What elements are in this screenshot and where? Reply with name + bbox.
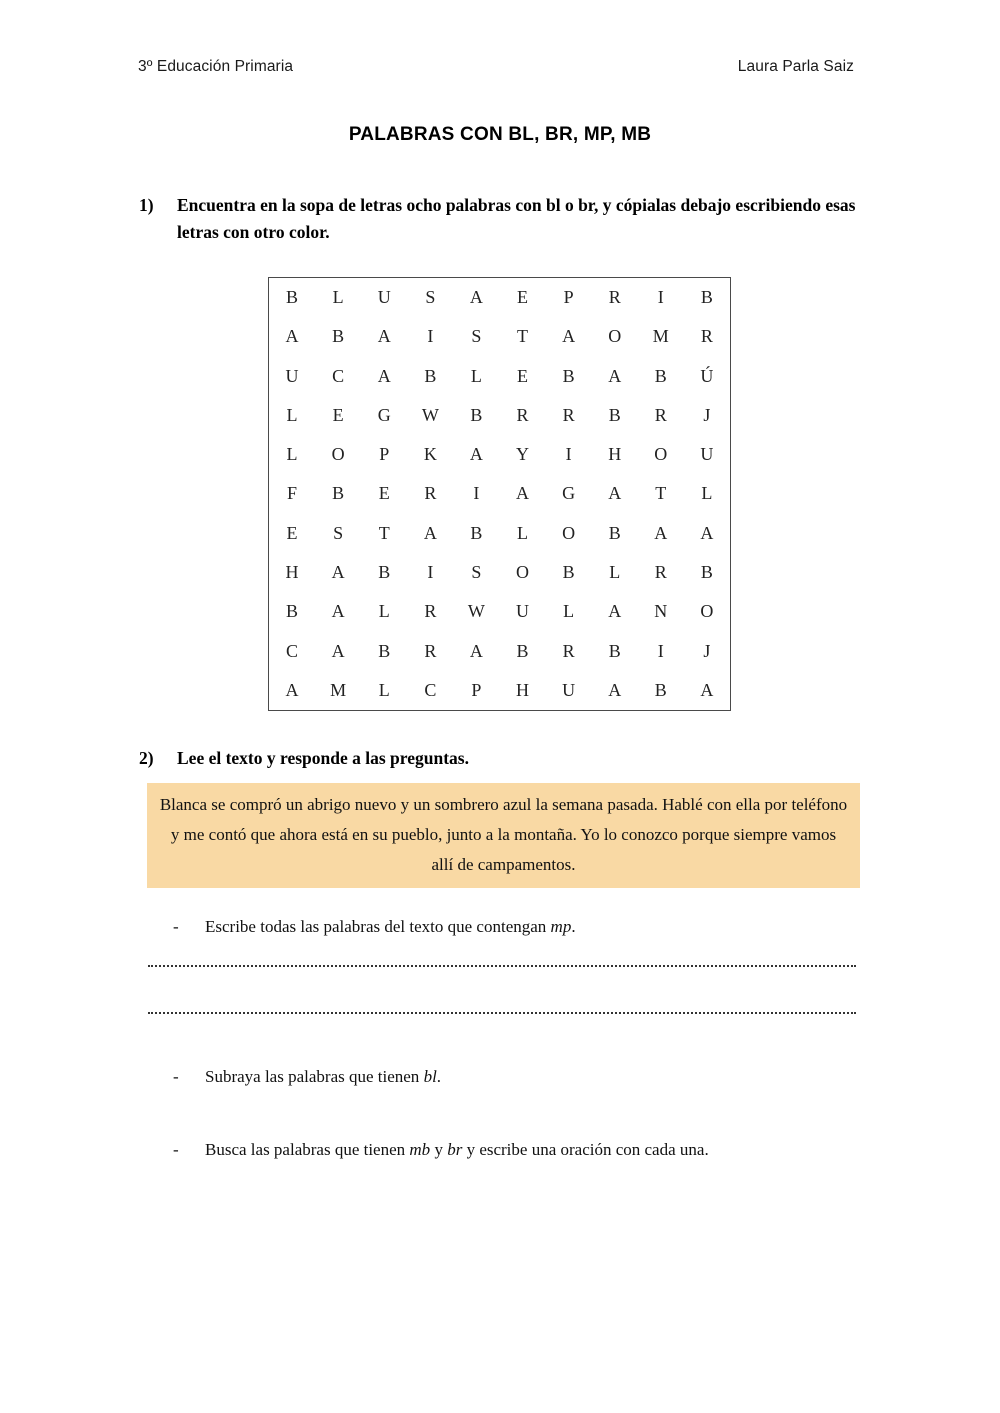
grid-cell[interactable]: N [654, 601, 668, 622]
grid-cell[interactable]: G [377, 404, 391, 425]
grid-cell[interactable]: A [423, 522, 437, 543]
grid-cell[interactable]: K [423, 444, 437, 465]
grid-cell[interactable]: A [377, 326, 391, 347]
grid-cell[interactable]: L [378, 679, 390, 700]
answer-line[interactable] [148, 963, 856, 967]
grid-cell[interactable]: B [654, 679, 667, 700]
grid-cell[interactable]: A [700, 522, 714, 543]
reading-passage [147, 783, 860, 888]
grid-cell[interactable]: A [331, 601, 345, 622]
grid-cell[interactable]: R [654, 561, 667, 582]
grid-cell[interactable]: A [285, 326, 299, 347]
grid-cell[interactable]: U [562, 679, 576, 700]
grid-cell[interactable]: I [657, 640, 664, 661]
grid-cell[interactable]: R [424, 640, 437, 661]
question-3-prefix: Busca las palabras que tienen [205, 1140, 410, 1159]
grid-cell[interactable]: A [377, 365, 391, 386]
grid-cell[interactable]: S [425, 287, 436, 308]
grid-cell[interactable]: H [285, 561, 299, 582]
question-1-suffix: . [571, 917, 576, 936]
grid-cell[interactable]: U [700, 444, 714, 465]
grid-cell[interactable]: B [562, 365, 575, 386]
grid-cell[interactable]: A [608, 679, 622, 700]
grid-cell[interactable]: W [421, 404, 439, 425]
grid-cell[interactable]: W [467, 601, 485, 622]
grid-cell[interactable]: C [286, 640, 299, 661]
question-2 [173, 1064, 863, 1090]
grid-cell[interactable]: P [471, 679, 482, 700]
grid-cell[interactable]: L [286, 444, 298, 465]
header-author-label: Laura Parla Saiz [737, 58, 854, 75]
grid-cell[interactable]: P [563, 287, 574, 308]
grid-cell[interactable]: B [332, 326, 345, 347]
grid-cell[interactable]: A [562, 326, 576, 347]
grid-cell[interactable]: B [470, 404, 483, 425]
grid-cell[interactable]: B [470, 522, 483, 543]
grid-cell[interactable]: L [609, 561, 621, 582]
grid-cell[interactable]: A [608, 601, 622, 622]
grid-cell[interactable]: A [331, 640, 345, 661]
grid-cell[interactable]: F [287, 483, 298, 504]
grid-cell[interactable]: B [424, 365, 437, 386]
grid-cell[interactable]: A [654, 522, 668, 543]
exercise-2-instruction: Lee el texto y responde a las preguntas. [177, 748, 469, 768]
question-2-emphasis: bl [423, 1067, 437, 1086]
grid-cell[interactable]: B [562, 561, 575, 582]
grid-cell[interactable]: A [331, 561, 345, 582]
grid-cell[interactable]: H [608, 444, 622, 465]
grid-cell[interactable]: O [654, 444, 668, 465]
table-row [269, 631, 730, 670]
table-row [269, 553, 730, 592]
grid-cell[interactable]: O [331, 444, 345, 465]
grid-cell[interactable]: I [427, 326, 434, 347]
grid-cell[interactable]: L [286, 404, 298, 425]
document-header [138, 58, 854, 76]
grid-cell[interactable]: B [332, 483, 345, 504]
grid-cell[interactable]: Ú [700, 365, 714, 386]
grid-cell[interactable]: B [286, 601, 299, 622]
grid-cell[interactable]: M [330, 679, 347, 700]
grid-cell[interactable]: B [654, 365, 667, 386]
question-3-mid: y [430, 1140, 448, 1159]
table-row [269, 435, 730, 474]
grid-cell[interactable]: A [469, 287, 483, 308]
exercise-1 [139, 192, 869, 246]
grid-cell[interactable]: A [608, 483, 622, 504]
page-title: PALABRAS CON BL, BR, MP, MB [348, 124, 652, 145]
grid-cell[interactable]: I [473, 483, 480, 504]
grid-cell[interactable]: S [471, 326, 482, 347]
grid-cell[interactable]: R [654, 404, 667, 425]
grid-cell[interactable]: A [700, 679, 714, 700]
grid-cell[interactable]: O [562, 522, 576, 543]
grid-cell[interactable]: B [700, 287, 713, 308]
grid-cell[interactable]: A [469, 444, 483, 465]
question-3-marker: - [173, 1140, 179, 1159]
grid-cell[interactable]: B [378, 561, 391, 582]
grid-cell[interactable]: L [701, 483, 713, 504]
grid-cell[interactable]: S [471, 561, 482, 582]
question-3 [173, 1137, 863, 1163]
exercise-2-number: 2) [139, 748, 154, 768]
grid-cell[interactable]: B [286, 287, 299, 308]
grid-cell[interactable]: I [427, 561, 434, 582]
question-2-text [205, 1064, 863, 1090]
grid-cell[interactable]: T [655, 483, 667, 504]
grid-cell[interactable]: A [469, 640, 483, 661]
word-search-table [269, 278, 730, 710]
grid-cell[interactable]: H [516, 679, 530, 700]
grid-cell[interactable]: L [517, 522, 529, 543]
question-3-emphasis-b: br [447, 1140, 463, 1159]
grid-cell[interactable]: E [517, 365, 529, 386]
grid-cell[interactable]: U [516, 601, 530, 622]
grid-cell[interactable]: E [378, 483, 390, 504]
table-row [269, 357, 730, 396]
grid-cell[interactable]: A [516, 483, 530, 504]
table-row [269, 474, 730, 513]
grid-cell[interactable]: R [562, 640, 575, 661]
grid-cell[interactable]: O [608, 326, 622, 347]
question-1-prefix: Escribe todas las palabras del texto que contengan [205, 917, 551, 936]
word-search-body [269, 278, 730, 710]
grid-cell[interactable]: P [379, 444, 390, 465]
exercise-1-number: 1) [139, 195, 154, 215]
grid-cell[interactable]: I [657, 287, 664, 308]
grid-cell[interactable]: T [517, 326, 529, 347]
grid-cell[interactable]: A [285, 679, 299, 700]
question-2-suffix: . [436, 1067, 442, 1086]
question-1-text [205, 914, 863, 940]
grid-cell[interactable]: A [608, 365, 622, 386]
grid-cell[interactable]: J [703, 640, 711, 661]
grid-cell[interactable]: I [565, 444, 572, 465]
question-2-marker: - [173, 1067, 179, 1086]
table-row [269, 317, 730, 356]
grid-cell[interactable]: Y [516, 444, 530, 465]
question-1 [173, 914, 863, 940]
grid-cell[interactable]: R [424, 483, 437, 504]
grid-cell[interactable]: E [332, 404, 344, 425]
question-3-suffix: y escribe una oración con cada una. [462, 1140, 709, 1159]
table-row [269, 278, 730, 317]
grid-cell[interactable]: R [608, 287, 621, 308]
exercise-2 [139, 745, 869, 772]
grid-cell[interactable]: U [285, 365, 299, 386]
grid-cell[interactable]: S [333, 522, 344, 543]
grid-cell[interactable]: O [700, 601, 714, 622]
grid-cell[interactable]: L [378, 601, 390, 622]
grid-cell[interactable]: B [608, 522, 621, 543]
grid-cell[interactable]: E [517, 287, 529, 308]
grid-cell[interactable]: M [652, 326, 669, 347]
answer-line[interactable] [148, 1010, 856, 1014]
table-row [269, 671, 730, 710]
grid-cell[interactable]: R [700, 326, 713, 347]
exercise-1-instruction: Encuentra en la sopa de letras ocho palabras con bl o br, y cópialas debajo escribiendo esas letras con otro color. [177, 195, 856, 243]
grid-cell[interactable]: B [516, 640, 529, 661]
grid-cell[interactable]: B [608, 640, 621, 661]
grid-cell[interactable]: B [378, 640, 391, 661]
reading-passage-text: Blanca se compró un abrigo nuevo y un sombrero azul la semana pasada. Hablé con ella por teléfono y me contó que ahora está en su pueblo, junto a la montaña. Yo lo conozco porque siempre vamos allí de campamentos. [159, 795, 848, 874]
grid-cell[interactable]: L [470, 365, 482, 386]
grid-cell[interactable]: T [378, 522, 390, 543]
table-row [269, 592, 730, 631]
word-search-grid[interactable] [268, 277, 731, 711]
grid-cell[interactable]: B [700, 561, 713, 582]
table-row [269, 396, 730, 435]
grid-cell[interactable]: J [703, 404, 711, 425]
grid-cell[interactable]: B [608, 404, 621, 425]
grid-cell[interactable]: R [562, 404, 575, 425]
grid-cell[interactable]: G [562, 483, 576, 504]
grid-cell[interactable]: C [332, 365, 345, 386]
question-1-emphasis: mp [550, 917, 572, 936]
grid-cell[interactable]: E [286, 522, 298, 543]
question-1-marker: - [173, 917, 179, 936]
question-2-prefix: Subraya las palabras que tienen [205, 1067, 424, 1086]
grid-cell[interactable]: L [563, 601, 575, 622]
grid-cell[interactable]: R [516, 404, 529, 425]
grid-cell[interactable]: O [516, 561, 530, 582]
grid-cell[interactable]: R [424, 601, 437, 622]
header-course-label: 3º Educación Primaria [138, 58, 294, 75]
grid-cell[interactable]: L [332, 287, 344, 308]
table-row [269, 514, 730, 553]
grid-cell[interactable]: U [377, 287, 391, 308]
question-3-emphasis-a: mb [409, 1140, 431, 1159]
grid-cell[interactable]: C [424, 679, 437, 700]
question-3-text [205, 1137, 863, 1163]
